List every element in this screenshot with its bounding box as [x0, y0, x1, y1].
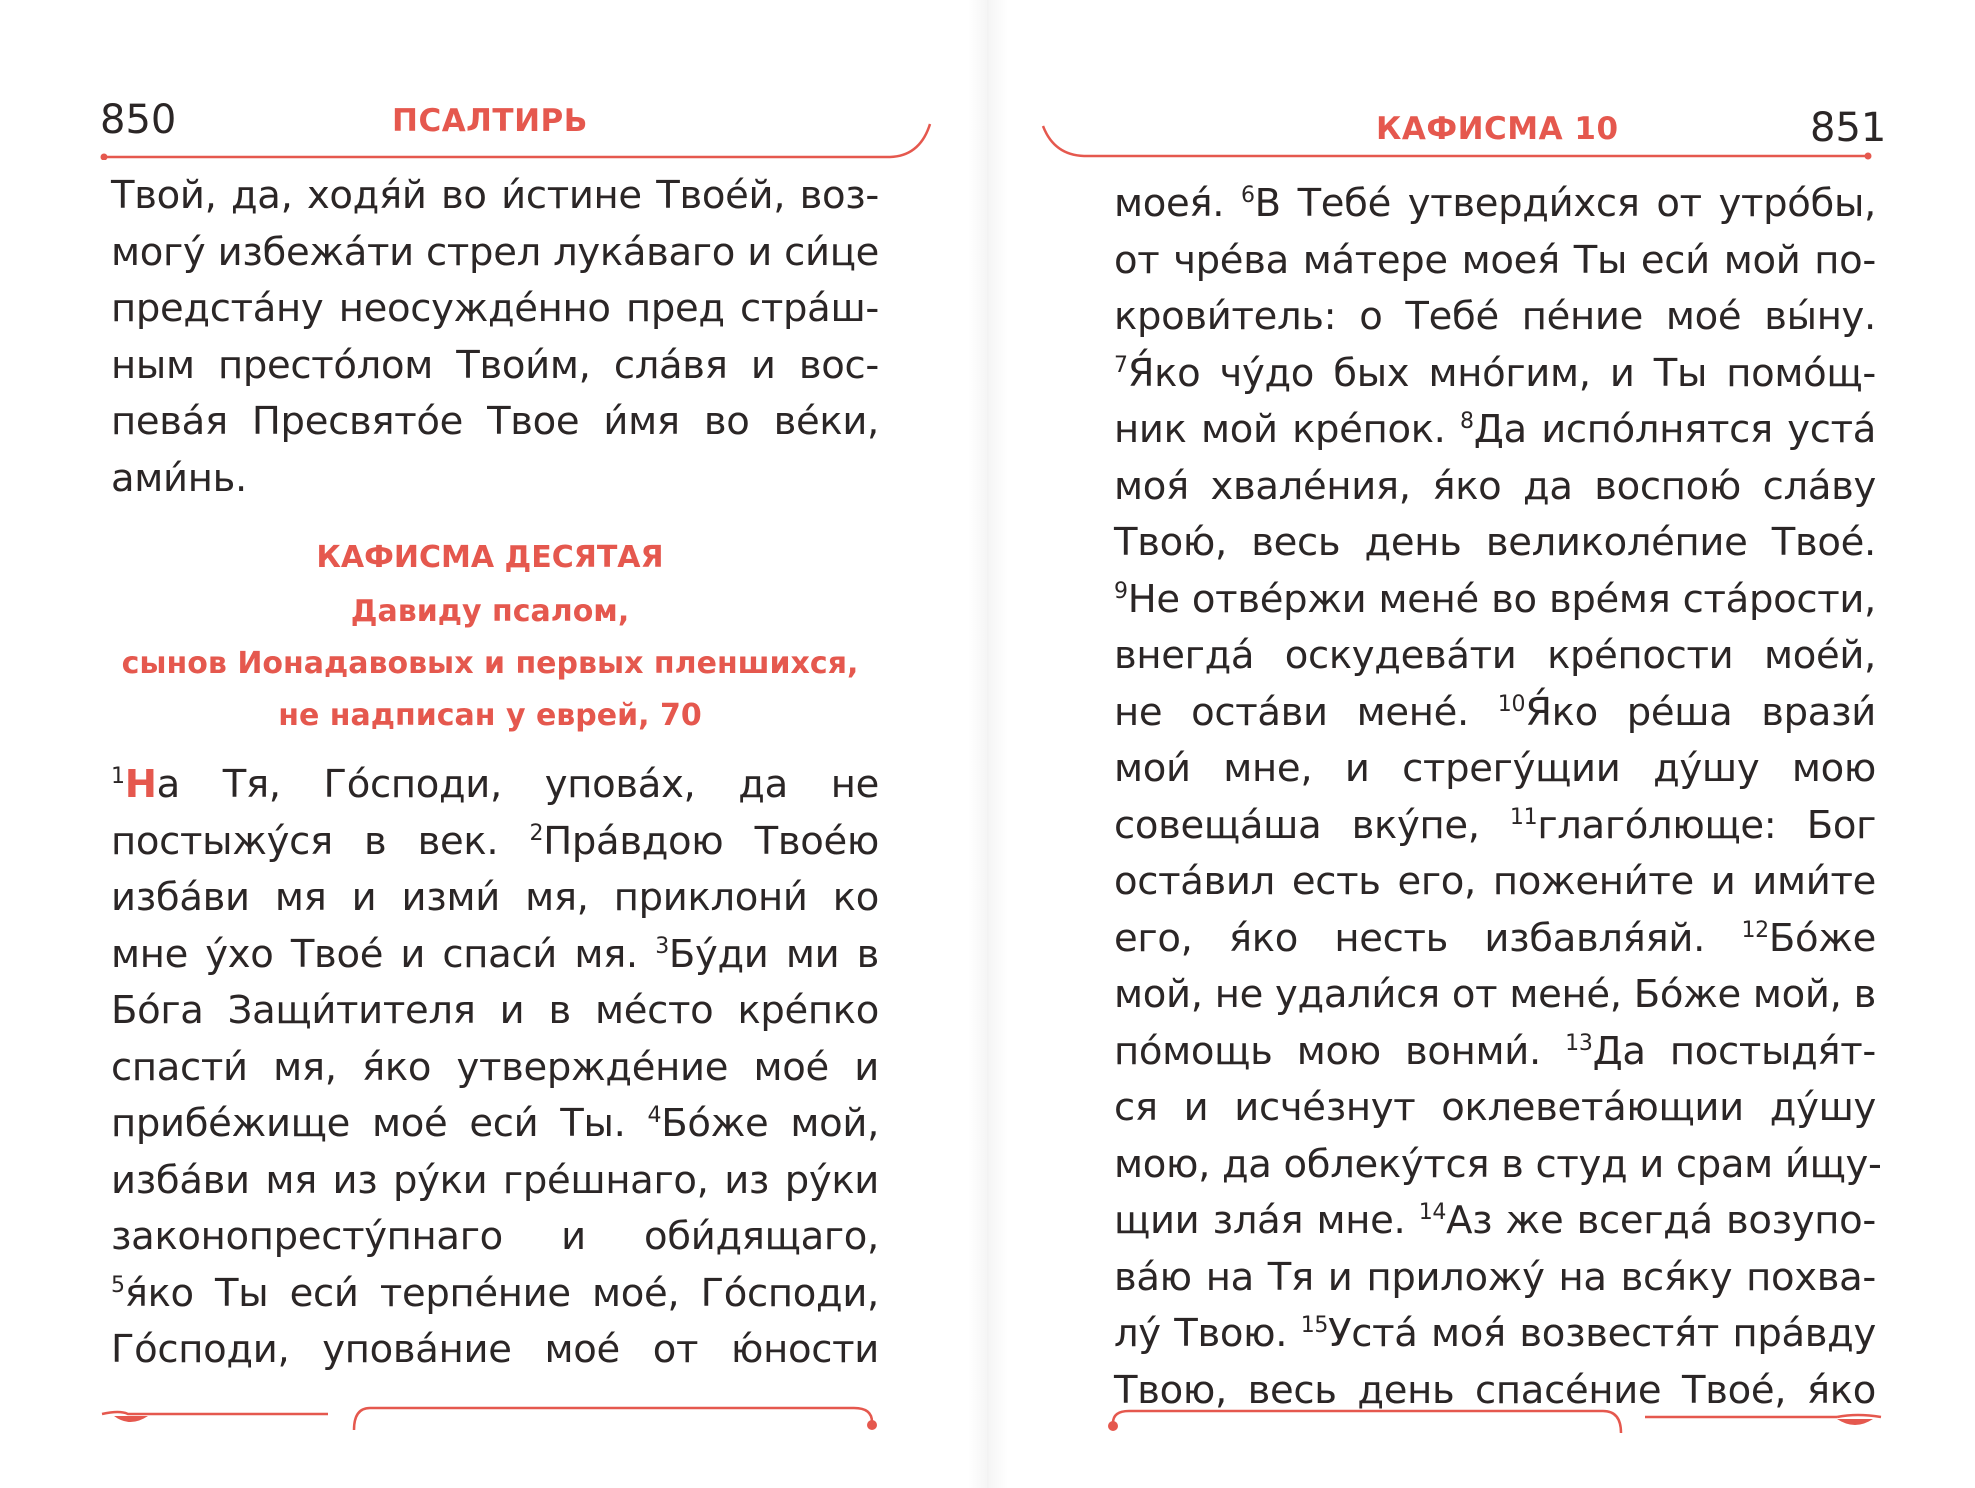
text-line	[1114, 1137, 1882, 1194]
verse-text: щии зла́я мне.	[1114, 1198, 1419, 1243]
text-line	[111, 1322, 879, 1379]
verse-number: 7	[1114, 352, 1128, 378]
verse-text: спасти́ мя, я́ко утвержде́ние мое́ и	[111, 1044, 879, 1090]
initial-letter: Н	[124, 762, 157, 807]
verse-text: ник мой кре́пок.	[1114, 407, 1461, 452]
right-page-number: 851	[1810, 105, 1887, 151]
text-line	[111, 983, 879, 1040]
verse-text: постыжу́ся в век.	[111, 818, 530, 864]
text-line: пева́я Пресвято́е Твое и́мя во ве́ки,	[111, 399, 879, 444]
verse-number: 4	[647, 1103, 662, 1128]
text-line	[1114, 854, 1876, 911]
text-line: Твой, да, ходя́й во и́стине Твое́й, воз-	[111, 173, 879, 218]
verse-text: Я́ко чу́до бых мно́гим, и Ты помо́щ-	[1127, 350, 1876, 396]
verse-text: не оста́ви мене́.	[1114, 689, 1498, 735]
verse-number: 8	[1460, 409, 1474, 434]
text-line	[111, 814, 879, 871]
text-line	[111, 1153, 879, 1210]
text-line	[1114, 628, 1876, 685]
verse-number: 13	[1565, 1030, 1593, 1056]
text-line	[1114, 741, 1876, 798]
psalm-70-continuation-text	[1114, 176, 1882, 1419]
text-line	[111, 757, 879, 814]
text-line: предста́ну неосужде́нно пред стра́ш-	[111, 286, 879, 331]
verse-text: В Тебе́ утверди́хся от утро́бы,	[1254, 181, 1876, 226]
kathisma-heading	[100, 537, 880, 737]
verse-text: Бо́га Защи́тителя и в ме́сто кре́пко	[111, 988, 879, 1033]
verse-number: 1	[111, 764, 125, 789]
verse-number: 11	[1509, 804, 1538, 830]
verse-number: 10	[1497, 691, 1526, 717]
text-line	[1114, 1306, 1876, 1363]
verse-number: 9	[1114, 578, 1128, 604]
text-line	[1114, 176, 1876, 233]
verse-text: Аз же всегда́ возупо-	[1446, 1198, 1877, 1243]
left-footer-ornament	[100, 1398, 890, 1438]
text-line	[111, 1040, 879, 1097]
text-line	[1114, 1193, 1876, 1250]
right-page	[990, 0, 1975, 1488]
verse-text: мне у́хо Твое́ и спаси́ мя.	[111, 931, 656, 977]
verse-number: 12	[1741, 917, 1769, 943]
text-line	[111, 927, 879, 984]
verse-text: изба́ви мя из ру́ки гре́шнаго, из ру́ки	[111, 1157, 879, 1203]
verse-number: 3	[655, 933, 669, 959]
verse-text: мою, да облеку́тся в студ и срам и́щу-	[1114, 1141, 1882, 1187]
text-line	[1114, 572, 1876, 629]
left-page	[0, 0, 980, 1488]
text-line	[111, 1209, 879, 1266]
verse-number: 2	[529, 820, 544, 846]
verse-text: глаго́люще: Бог	[1537, 802, 1877, 848]
left-header-rule	[100, 120, 940, 160]
psalm-70-text	[111, 757, 879, 1379]
text-line	[1114, 459, 1876, 516]
verse-text: прибе́жище мое́ еси́ Ты.	[111, 1101, 648, 1146]
verse-text: я́ко Ты еси́ терпе́ние мое́, Го́споди,	[124, 1270, 879, 1316]
verse-number: 15	[1300, 1313, 1329, 1338]
verse-text: Уста́ моя́ возвестя́т пра́вду	[1328, 1311, 1876, 1356]
text-line: ным престо́лом Твои́м, сла́вя и вос-	[111, 342, 879, 388]
text-line: могу́ избежа́ти стрел лука́ваго и си́це	[111, 229, 879, 275]
verse-text: Я́ко ре́ша врази́	[1525, 689, 1876, 735]
verse-text: ся и исче́знут оклевета́ющии ду́шу	[1114, 1085, 1876, 1130]
verse-text: а Тя, Го́споди, упова́х, да не	[156, 762, 879, 807]
verse-text: моея́.	[1114, 181, 1241, 226]
verse-number: 5	[111, 1272, 125, 1298]
verse-text: Да постыдя́т-	[1592, 1028, 1876, 1074]
verse-text: Не отве́ржи мене́ во вре́мя ста́рости,	[1127, 576, 1876, 622]
psalm-superscription-line-1: Давиду псалом,	[350, 594, 630, 629]
verse-text: Пра́вдою Твое́ю	[543, 818, 879, 864]
text-line	[1114, 346, 1876, 403]
text-line	[1114, 515, 1876, 572]
verse-text: Го́споди, упова́ние мое́ от ю́ности	[111, 1327, 879, 1372]
psalm-superscription-line-2: сынов Ионадавовых и первых пленшихся,	[121, 646, 859, 681]
verse-text: Твою́, весь день великоле́пие Твое́.	[1114, 520, 1876, 565]
verse-text: Бо́же	[1768, 915, 1876, 961]
verse-text: оста́вил есть его, пожени́те и ими́те	[1114, 859, 1876, 904]
left-continuation-text	[111, 168, 879, 507]
text-line	[1114, 1250, 1876, 1307]
text-line	[1114, 289, 1876, 346]
verse-text: совеща́ша вку́пе,	[1114, 802, 1510, 848]
text-line	[1114, 402, 1876, 459]
right-header-rule	[1040, 122, 1880, 162]
psalm-superscription-line-3: не надписан у еврей, 70	[278, 698, 702, 733]
verse-text: изба́ви мя и изми́ мя, приклони́ ко	[111, 875, 879, 920]
text-line	[111, 870, 879, 927]
text-line	[1114, 911, 1876, 968]
verse-number: 6	[1240, 183, 1255, 208]
text-line	[1114, 685, 1876, 742]
verse-text: Бо́же мой,	[661, 1101, 880, 1146]
text-line	[1114, 798, 1876, 855]
verse-text: лу́ Твою.	[1114, 1311, 1301, 1356]
verse-text: Да испо́лнятся уста́	[1473, 407, 1876, 452]
verse-text: Твою, весь день спасе́ние Твое́, я́ко	[1114, 1367, 1876, 1413]
verse-text: моя́ хвале́ния, я́ко да воспою́ сла́ву	[1114, 463, 1876, 509]
text-line	[1114, 1080, 1876, 1137]
kathisma-title: КАФИСМА ДЕСЯТАЯ	[316, 540, 664, 575]
verse-text: крови́тель: о Тебе́ пе́ние мое́ вы́ну.	[1114, 294, 1876, 339]
text-line	[1114, 967, 1876, 1024]
left-running-head: ПСАЛТИРЬ	[392, 103, 588, 139]
verse-text: мой, не удали́ся от мене́, Бо́же мой, в	[1114, 972, 1876, 1017]
verse-text: законопресту́пнаго и оби́дящаго,	[111, 1214, 879, 1259]
verse-text: Бу́ди ми в	[668, 931, 879, 977]
text-line	[1114, 1024, 1876, 1081]
text-line: ами́нь.	[111, 455, 247, 501]
verse-text: по́мощь мою вонми́.	[1114, 1028, 1566, 1074]
verse-text: его, я́ко несть избавля́яй.	[1114, 915, 1742, 961]
verse-text: от чре́ва ма́тере моея́ Ты еси́ мой по-	[1114, 237, 1876, 283]
right-footer-ornament	[1105, 1405, 1885, 1445]
right-running-head: КАФИСМА 10	[1376, 111, 1619, 147]
text-line	[1114, 233, 1876, 290]
verse-text: ва́ю на Тя и приложу́ на вся́ку похва-	[1114, 1254, 1876, 1300]
verse-text: внегда́ оскудева́ти кре́пости мое́й,	[1114, 633, 1876, 678]
text-line	[111, 1266, 879, 1323]
left-page-number: 850	[100, 97, 177, 143]
text-line	[111, 1096, 879, 1153]
verse-text: мои́ мне, и стрегу́щии ду́шу мою	[1114, 746, 1876, 791]
verse-number: 14	[1418, 1200, 1447, 1225]
